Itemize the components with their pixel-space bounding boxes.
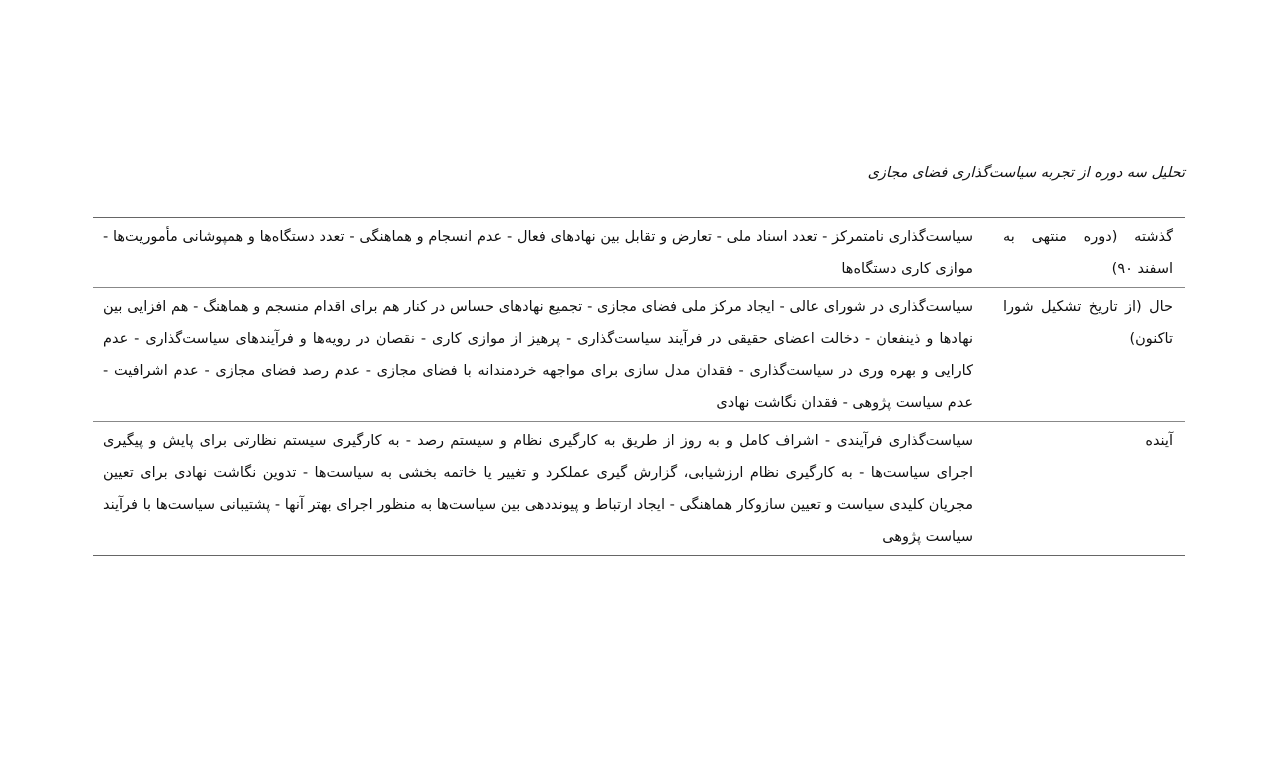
period-cell: گذشته (دوره منتهی به اسفند ۹۰): [1003, 229, 1173, 277]
period-cell: آینده: [1145, 433, 1173, 449]
description-cell: سیاست‌گذاری فرآیندی - اشراف کامل و به روز از طریق به کارگیری نظام و سیستم رصد - به کارگیری سیستم نظارتی برای پایش و پیگیری اجرای سیاست‌ها - به کارگیری نظام ارزشیابی، گزارش گیری عملکرد و تغییر یا خاتمه بخشی به سیاست‌ها - تدوین نگاشت نهادی برای تعیین مجریان کلیدی سیاست و تعیین سازوکار هماهنگی - ایجاد ارتباط و پیونددهی بین سیاست‌ها به منظور اجرای بهتر آنها - پشتیبانی سیاست‌ها با فرآیند سیاست پژوهی: [103, 433, 973, 545]
policy-periods-table: [93, 217, 1185, 556]
table-row-future: [93, 421, 1185, 555]
description-cell: سیاست‌گذاری در شورای عالی - ایجاد مرکز ملی فضای مجازی - تجمیع نهادهای حساس در کنار هم برای اقدام منسجم و هماهنگ - هم افزایی بین نهادها و ذینفعان - دخالت اعضای حقیقی در فرآیند سیاست‌گذاری - پرهیز از موازی کاری - نقصان در رویه‌ها و فرآیندهای سیاست‌گذاری - عدم کارایی و بهره وری در سیاست‌گذاری - فقدان مدل سازی برای مواجهه خردمندانه با فضای مجازی - عدم رصد فضای مجازی - عدم اشرافیت - عدم سیاست پژوهی - فقدان نگاشت نهادی: [103, 299, 973, 411]
running-header: تحلیل سه دوره از تجربه سیاست‌گذاری فضای مجازی: [867, 165, 1185, 181]
description-cell: سیاست‌گذاری نامتمرکز - تعدد اسناد ملی - تعارض و تقابل بین نهادهای فعال - عدم انسجام و هماهنگی - تعدد دستگاه‌ها و همپوشانی مأموریت‌ها - موازی کاری دستگاه‌ها: [103, 229, 973, 277]
period-cell: حال (از تاریخ تشکیل شورا تاکنون): [1003, 299, 1173, 347]
table-row-present: [93, 287, 1185, 421]
table-row-past: [93, 218, 1185, 287]
